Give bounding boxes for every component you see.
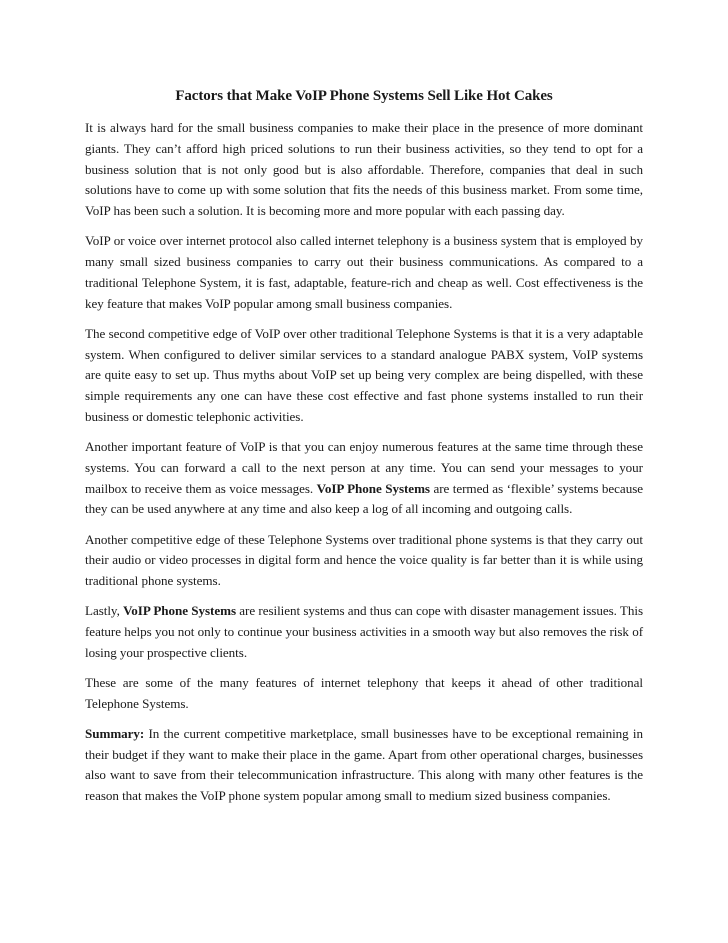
paragraph-intro: It is always hard for the small business companies to make their place in the presence of more dominant giants. They can’t afford high priced solutions to run their business activities, so they tend to opt for a business solution that is not only good but is also affordable. Therefore, companies that deal in such solutions have to come up with some solution that fits the needs of this business market. From some time, VoIP has been such a solution. It is becoming more and more popular with each passing day. (85, 120, 643, 219)
paragraph-text: are resilient systems and thus can cope with disaster management issues. This feature helps you not only to continue your business activities in a smooth way but also removes the risk of losing your prospective clients. (85, 603, 643, 660)
paragraph-closing: These are some of the many features of internet telephony that keeps it ahead of other traditional Telephone Systems. (85, 674, 643, 711)
paragraph-text: are termed as ‘flexible’ systems because they can be used anywhere at any time and also keep a log of all incoming and outgoing calls. (85, 480, 643, 517)
paragraph-resilience (85, 601, 643, 663)
paragraph-adaptability: The second competitive edge of VoIP over other traditional Telephone Systems is that it is a very adaptable system. When configured to deliver similar services to a standard analogue PABX system, VoIP systems are quite easy to set up. Thus myths about VoIP set up being very complex are being dispelled, with these simple requirements any one can have these cost effective and fast phone systems installed to run their business or domestic telephonic activities. (85, 325, 643, 424)
paragraph-features (85, 437, 643, 520)
bold-term: VoIP Phone Systems (123, 603, 237, 619)
paragraph-digital-quality: Another competitive edge of these Telephone Systems over traditional phone systems is that they carry out their audio or video processes in digital form and hence the voice quality is far better than it is while using traditional phone systems. (85, 531, 643, 589)
paragraph-summary (85, 724, 643, 807)
document-title: Factors that Make VoIP Phone Systems Sell Like Hot Cakes (175, 88, 553, 104)
paragraph-text: Lastly, (85, 603, 124, 619)
paragraph-text: Another important feature of VoIP is that you can enjoy numerous features at the same time through these systems. You can forward a call to the next person at any time. You can send your messages to your mailbox to receive them as voice messages. (85, 439, 643, 496)
summary-label: Summary: (85, 725, 145, 741)
document-page (85, 86, 643, 816)
paragraph-voip-definition: VoIP or voice over internet protocol also called internet telephony is a business system that is employed by many small sized business companies to carry out their business communications. As compared to a traditional Telephone System, it is fast, adaptable, feature-rich and cheap as well. Cost effectiveness is the key feature that makes VoIP popular among small business companies. (85, 233, 643, 311)
bold-term: VoIP Phone Systems (316, 480, 430, 496)
paragraph-text: In the current competitive marketplace, small businesses have to be exceptional remaining in their budget if they want to make their place in the game. Apart from other operational charges, businesses also want to save from their telecommunication infrastructure. This along with many other features is the reason that makes the VoIP phone system popular among small to medium sized business companies. (85, 725, 643, 804)
